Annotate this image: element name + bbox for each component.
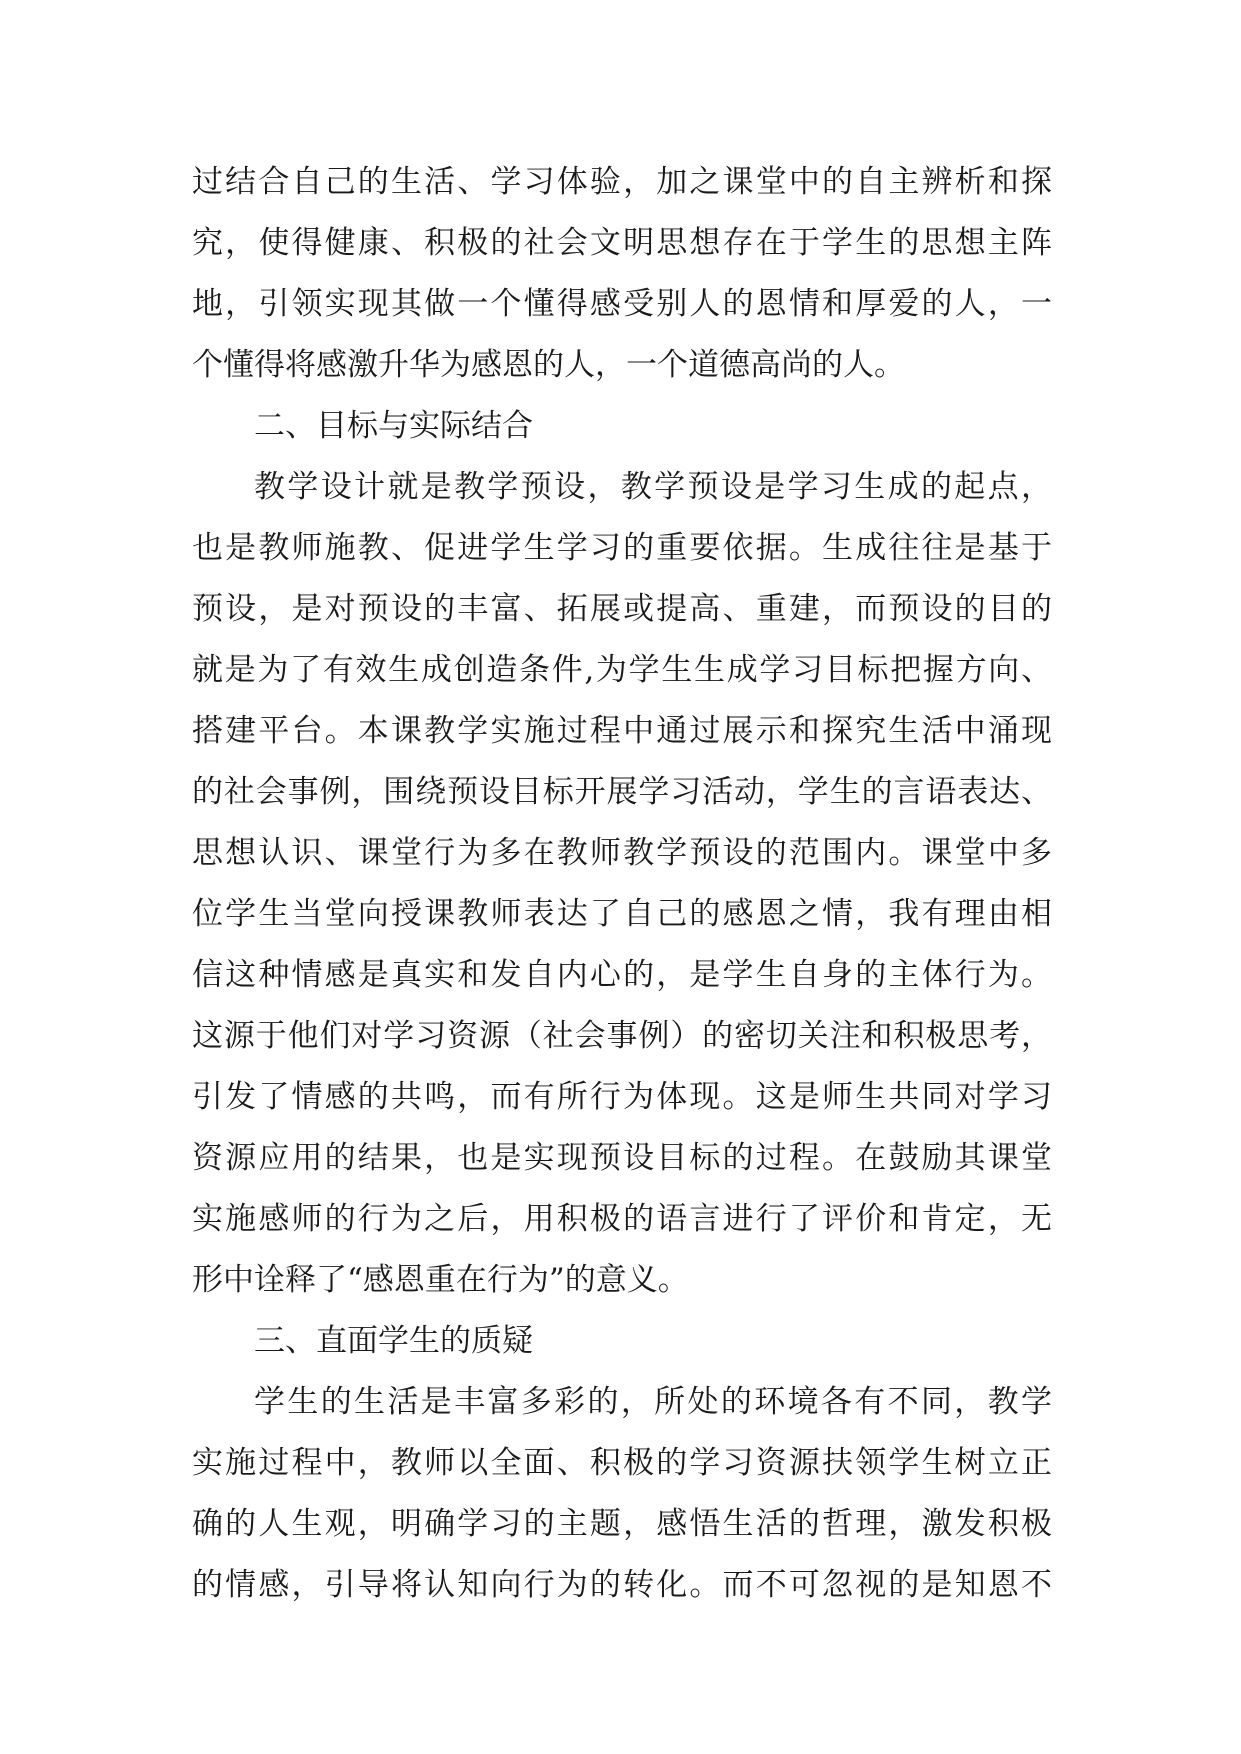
text-line: 确的人生观，明确学习的主题，感悟生活的哲理，激发积极 (192, 1506, 1052, 1542)
text-line: 的社会事例，围绕预设目标开展学习活动，学生的言语表达、 (192, 774, 1052, 810)
text-line: 教学设计就是教学预设，教学预设是学习生成的起点， (254, 469, 1052, 505)
text-line: 过结合自己的生活、学习体验，加之课堂中的自主辨析和探 (192, 164, 1052, 200)
text-line: 资源应用的结果，也是实现预设目标的过程。在鼓励其课堂 (192, 1140, 1052, 1176)
text-line: 究，使得健康、积极的社会文明思想存在于学生的思想主阵 (192, 225, 1052, 261)
text-line: 搭建平台。本课教学实施过程中通过展示和探究生活中涌现 (192, 713, 1052, 749)
section-heading: 二、目标与实际结合 (254, 408, 533, 444)
text-line: 思想认识、课堂行为多在教师教学预设的范围内。课堂中多 (192, 835, 1052, 871)
text-line: 地，引领实现其做一个懂得感受别人的恩情和厚爱的人，一 (192, 286, 1052, 322)
text-line: 实施感师的行为之后，用积极的语言进行了评价和肯定，无 (192, 1201, 1052, 1237)
text-line: 预设，是对预设的丰富、拓展或提高、重建，而预设的目的 (192, 591, 1052, 627)
text-line: 学生的生活是丰富多彩的，所处的环境各有不同，教学 (254, 1384, 1052, 1420)
text-line: 实施过程中，教师以全面、积极的学习资源扶领学生树立正 (192, 1445, 1052, 1481)
text-line: 个懂得将感激升华为感恩的人，一个道德高尚的人。 (192, 347, 905, 383)
text-line: 位学生当堂向授课教师表达了自己的感恩之情，我有理由相 (192, 896, 1052, 932)
section-heading: 三、直面学生的质疑 (254, 1323, 533, 1359)
body-text (192, 152, 1052, 1616)
text-line: 就是为了有效生成创造条件,为学生生成学习目标把握方向、 (192, 652, 1052, 688)
text-line: 也是教师施教、促进学生学习的重要依据。生成往往是基于 (192, 530, 1052, 566)
text-line: 形中诠释了“感恩重在行为”的意义。 (192, 1262, 689, 1298)
text-line: 引发了情感的共鸣，而有所行为体现。这是师生共同对学习 (192, 1079, 1052, 1115)
text-line: 的情感，引导将认知向行为的转化。而不可忽视的是知恩不 (192, 1567, 1052, 1603)
text-line: 这源于他们对学习资源（社会事例）的密切关注和积极思考， (192, 1018, 1052, 1054)
text-line: 信这种情感是真实和发自内心的，是学生自身的主体行为。 (192, 957, 1052, 993)
